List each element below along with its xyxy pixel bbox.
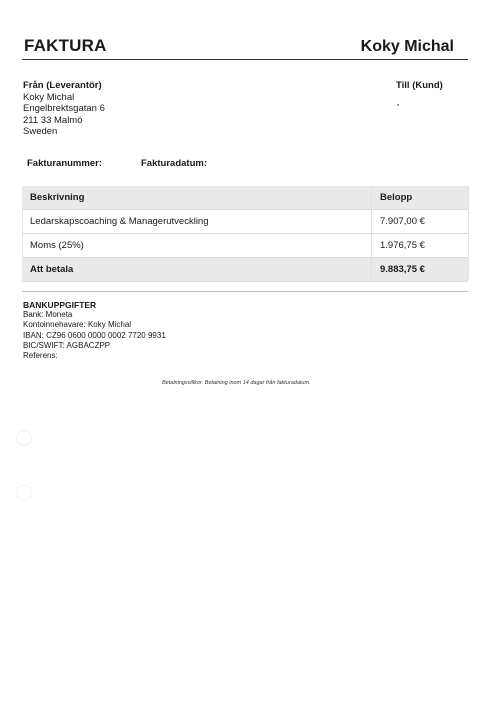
seller-block (23, 80, 105, 138)
payment-reference: Referens: (23, 351, 58, 361)
table-header-row (22, 186, 468, 210)
scan-mark (16, 430, 32, 446)
header-divider (22, 59, 468, 60)
invoice-date-label: Fakturadatum: (141, 158, 207, 169)
table-row (22, 234, 468, 258)
seller-city: 211 33 Malmö (23, 114, 83, 126)
seller-name: Koky Michal (23, 91, 75, 103)
items-table (22, 186, 468, 282)
scan-speck (397, 104, 399, 106)
bank-details (23, 300, 166, 361)
row-amount: 7.907,00 € (372, 210, 469, 234)
header-amount: Belopp (372, 186, 469, 210)
total-row (22, 258, 468, 282)
seller-street: Engelbrektsgatan 6 (23, 103, 105, 115)
payment-terms: Betalningsvillkor: Betalning inom 14 dagar från fakturadatum. (162, 380, 311, 386)
seller-country: Sweden (23, 126, 58, 138)
table-row (22, 210, 468, 234)
invoice-number-label: Fakturanummer: (27, 158, 102, 169)
invoice-title: FAKTURA (24, 36, 107, 55)
iban: IBAN: CZ96 0600 0000 0002 7720 9931 (23, 330, 166, 340)
bank-name: Bank: Moneta (23, 310, 73, 320)
header-description: Beskrivning (22, 186, 372, 210)
section-divider (22, 291, 468, 292)
total-label: Att betala (22, 258, 372, 282)
seller-heading: Från (Leverantör) (23, 80, 102, 91)
scan-mark (16, 485, 32, 501)
row-amount: 1.976,75 € (372, 234, 469, 258)
buyer-heading: Till (Kund) (396, 80, 443, 91)
company-name: Koky Michal (360, 38, 454, 55)
total-amount: 9.883,75 € (372, 258, 469, 282)
bank-heading: BANKUPPGIFTER (23, 300, 97, 310)
row-description: Moms (25%) (22, 234, 372, 258)
row-description: Ledarskapscoaching & Managerutveckling (22, 210, 372, 234)
bic-swift: BIC/SWIFT: AGBACZPP (23, 340, 111, 350)
account-holder: Kontoinnehavare: Koky Michal (23, 320, 132, 330)
